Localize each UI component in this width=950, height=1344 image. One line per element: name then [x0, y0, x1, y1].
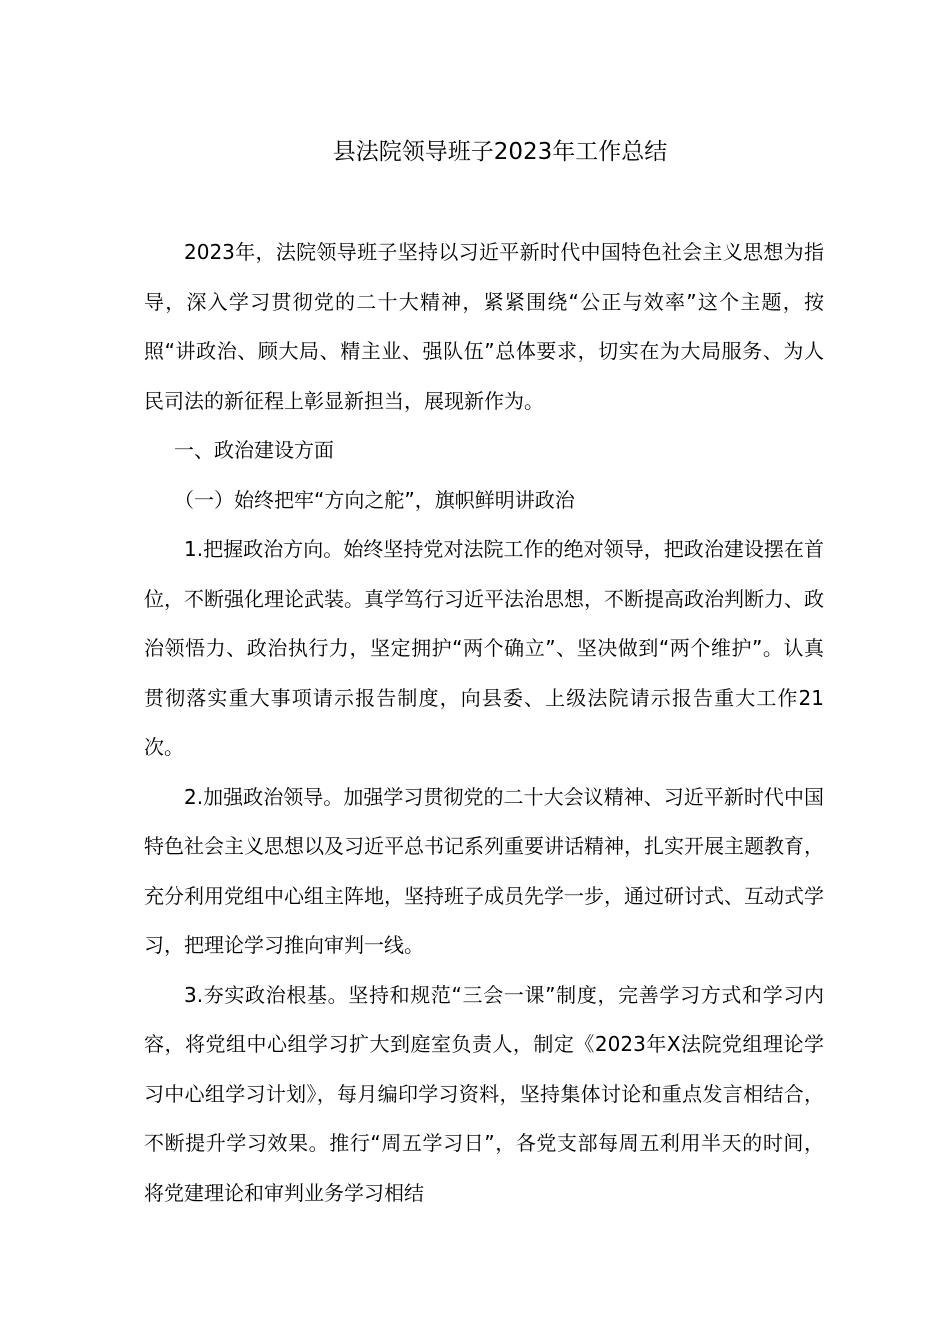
subsection-heading-direction: （一）始终把牢“方向之舵”，旗帜鲜明讲政治 [174, 487, 575, 512]
document-title: 县法院领导班子2023年工作总结 [332, 139, 668, 165]
paragraph-item-1: 1.把握政治方向。始终坚持党对法院工作的绝对领导，把政治建设摆在首位，不断强化理论武装。真学笃行习近平法治思想，不断提高政治判断力、政治领悟力、政治执行力，坚定拥护“两个确立”、坚决做到“两个维护”。认真贯彻落实重大事项请示报告制度，向县委、上级法院请示报告重大工作21次。 [144, 537, 824, 759]
paragraph-intro: 2023年，法院领导班子坚持以习近平新时代中国特色社会主义思想为指导，深入学习贯彻党的二十大精神，紧紧围绕“公正与效率”这个主题，按照“讲政治、顾大局、精主业、强队伍”总体要求，切实在为大局服务、为人民司法的新征程上彰显新担当，展现新作为。 [144, 240, 824, 413]
paragraph-item-2: 2.加强政治领导。加强学习贯彻党的二十大会议精神、习近平新时代中国特色社会主义思想以及习近平总书记系列重要讲话精神，扎实开展主题教育，充分利用党组中心组主阵地，坚持班子成员先学一步，通过研讨式、互动式学习，把理论学习推向审判一线。 [144, 784, 824, 957]
paragraph-item-3: 3.夯实政治根基。坚持和规范“三会一课”制度，完善学习方式和学习内容，将党组中心组学习扩大到庭室负责人，制定《2023年X法院党组理论学习中心组学习计划》，每月编印学习资料，坚持集体讨论和重点发言相结合，不断提升学习效果。推行“周五学习日”，各党支部每周五利用半天的时间，将党建理论和审判业务学习相结 [144, 982, 824, 1205]
section-heading-political-construction: 一、政治建设方面 [174, 438, 334, 462]
document-body [144, 228, 824, 1218]
